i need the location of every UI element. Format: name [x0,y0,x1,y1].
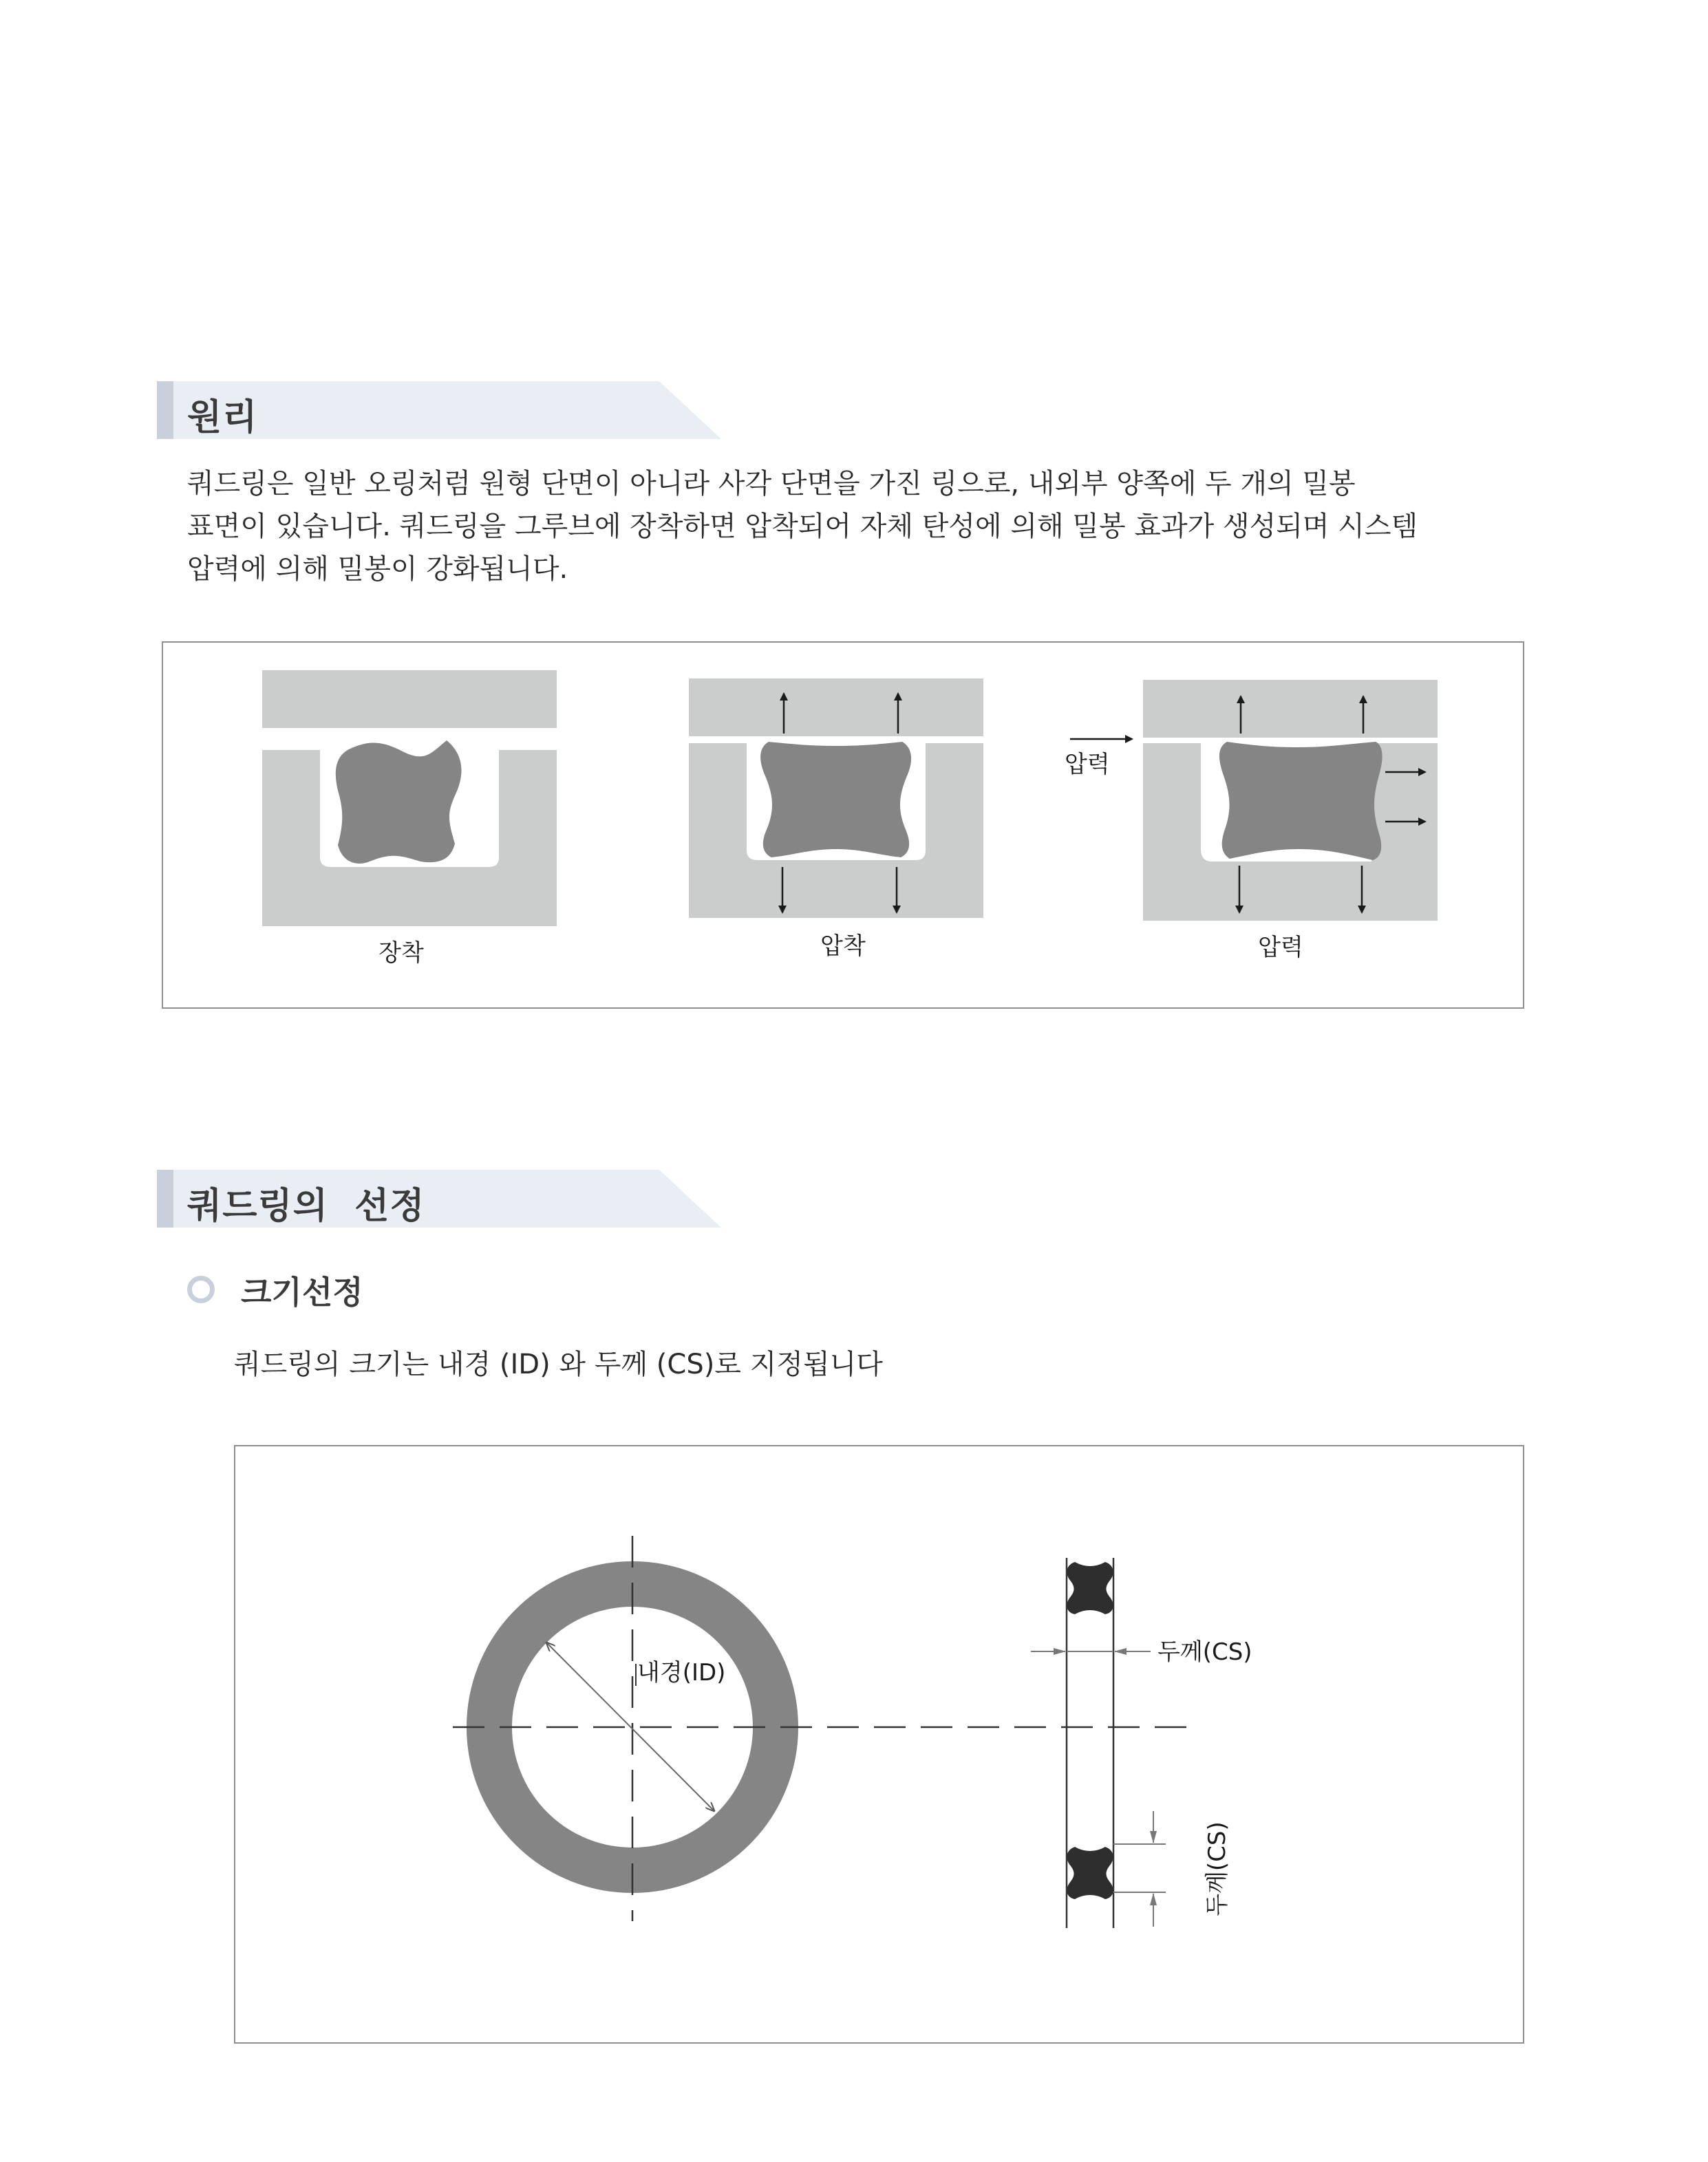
pressure-label: 압력 [1258,934,1303,961]
quad-ring-section [336,740,462,864]
thickness-label-horizontal: 두께(CS) [1157,1638,1252,1666]
size-description: 쿼드링의 크기는 내경 (ID) 와 두께 (CS)로 지정됩니다 [234,1349,883,1380]
section-title: 원리 [187,397,258,438]
quad-ring-section-bottom [1067,1847,1113,1899]
paragraph-line: 압력에 의해 밀봉이 강화됩니다. [187,553,568,585]
size-figure [234,1445,1524,2044]
install-label: 장착 [378,939,424,967]
quad-ring-section-top [1067,1562,1113,1614]
ring-cross-section-view [1031,1558,1252,1928]
pressure-arrow-label: 압력 [1065,751,1110,778]
paragraph-line: 표면이 있습니다. 쿼드링을 그루브에 장착하면 압착되어 자체 탄성에 의해 밀봉 효과가 생성되며 시스템 [187,511,1418,542]
principle-diagram [163,643,1523,1007]
section-header-selection [157,1170,721,1228]
pressure-panel [1143,680,1438,961]
upper-plate [1143,680,1438,738]
upper-plate [262,670,557,728]
section-header-principle [157,381,721,439]
install-panel [262,670,557,967]
upper-plate [689,678,983,736]
size-diagram [235,1446,1523,2042]
section-title: 쿼드링의 선정 [187,1186,425,1227]
compress-label: 압착 [820,932,866,960]
principle-paragraph [187,462,1563,590]
quad-ring-section-compressed [760,742,911,857]
inner-diameter-label: 내경(ID) [637,1659,726,1687]
paragraph-line: 쿼드링은 일반 오링처럼 원형 단면이 아니라 사각 단면을 가진 링으로, 내외부 양쪽에 두 개의 밀봉 [187,468,1356,500]
subsection-title: 크기선정 [241,1274,363,1311]
thickness-label-vertical: 두께(CS) [1204,1821,1231,1916]
quad-ring-section-pressurized [1219,742,1383,860]
principle-figure [162,641,1524,1009]
compress-panel [689,678,983,960]
subsection-bullet-icon [187,1276,215,1303]
